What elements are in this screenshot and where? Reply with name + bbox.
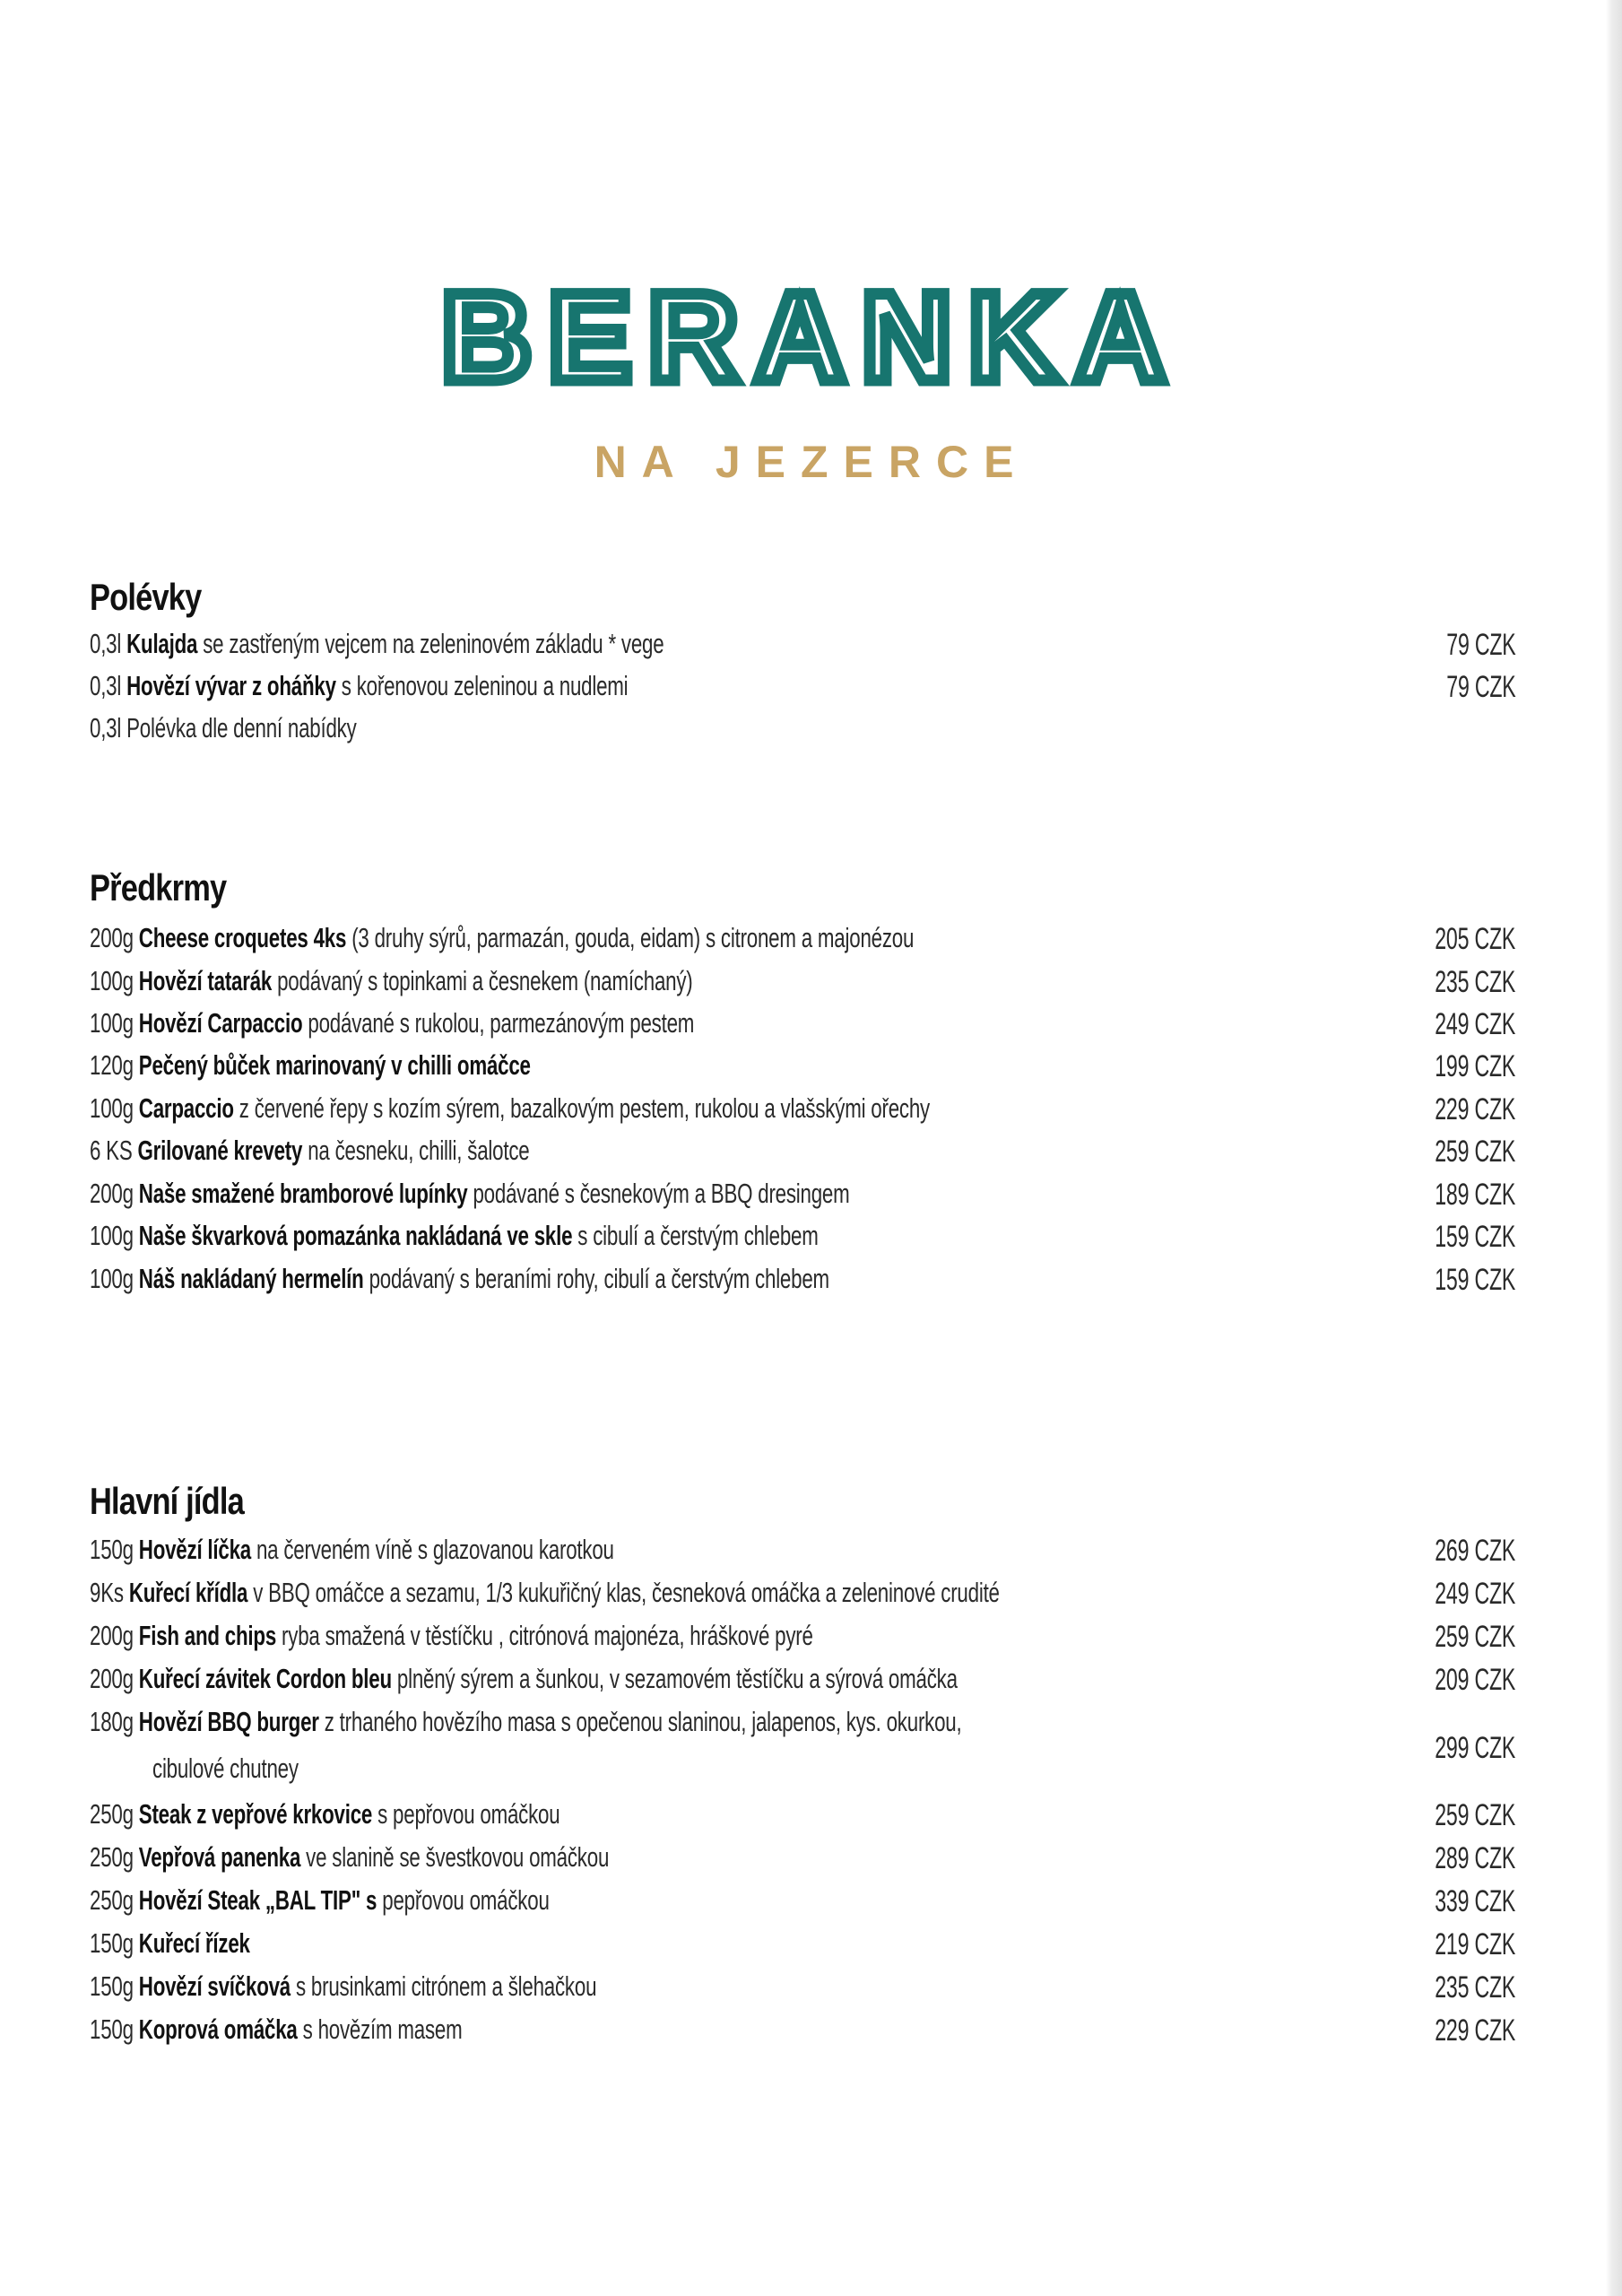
item-price: 235 CZK xyxy=(1435,965,1515,999)
section-title: Polévky xyxy=(90,576,202,618)
item-name: Carpaccio xyxy=(138,1092,234,1124)
menu-item xyxy=(90,1007,1515,1043)
menu-item xyxy=(90,1263,1515,1299)
item-description: 200g Naše smažené bramborové lupínky podávané s česnekovým a BBQ dresingem xyxy=(90,1178,850,1209)
item-price: 189 CZK xyxy=(1435,1178,1515,1212)
item-price: 199 CZK xyxy=(1435,1049,1515,1083)
item-name: Kuřecí řízek xyxy=(138,1927,250,1959)
menu-item xyxy=(90,1135,1515,1170)
menu-item xyxy=(90,922,1515,958)
menu-item xyxy=(90,1841,1515,1877)
item-price: 299 CZK xyxy=(1435,1731,1515,1765)
item-description: 9Ks Kuřecí křídla v BBQ omáčce a sezamu, 1/3 kukuřičný klas, česneková omáčka a zeleninové crudité xyxy=(90,1577,1000,1608)
item-name: Koprová omáčka xyxy=(138,2013,298,2045)
brand-name: BERANKA xyxy=(440,280,1182,396)
item-description: 100g Carpaccio z červené řepy s kozím sýrem, bazalkovým pestem, rukolou a vlašskými ořechy xyxy=(90,1092,931,1124)
brand-subtitle-logo xyxy=(0,436,1622,490)
brand-name-logo xyxy=(381,280,1242,396)
brand-logo xyxy=(0,280,1622,405)
item-price: 339 CZK xyxy=(1435,1884,1515,1918)
item-description: 0,3l Polévka dle denní nabídky xyxy=(90,712,357,744)
section-starters xyxy=(90,866,1515,1315)
item-name: Grilované krevety xyxy=(137,1135,303,1166)
menu-item xyxy=(90,670,1515,706)
item-description: 0,3l Hovězí vývar z oháňky s kořenovou zeleninou a nudlemi xyxy=(90,670,629,701)
item-description: 180g Hovězí BBQ burger z trhaného hovězího masa s opečenou slaninou, jalapenos, kys. okurkou, xyxy=(90,1706,962,1737)
item-name: Vepřová panenka xyxy=(138,1841,301,1873)
menu-item xyxy=(90,1663,1515,1699)
item-price: 205 CZK xyxy=(1435,922,1515,956)
brand-subtitle: NA JEZERCE xyxy=(594,437,1028,487)
section-title: Hlavní jídla xyxy=(90,1480,244,1522)
item-description: 100g Náš nakládaný hermelín podávaný s beraními rohy, cibulí a čerstvým chlebem xyxy=(90,1263,829,1294)
item-name: Naše škvarková pomazánka nakládaná ve skle xyxy=(138,1220,573,1251)
item-description-continued: cibulové chutney xyxy=(152,1752,299,1784)
menu-item xyxy=(90,628,1515,664)
item-description: 200g Fish and chips ryba smažená v těstíčku , citrónová majonéza, hráškové pyré xyxy=(90,1620,813,1651)
menu-item xyxy=(90,1706,1515,1787)
menu-item xyxy=(90,1178,1515,1213)
item-description: 150g Hovězí svíčková s brusinkami citrónem a šlehačkou xyxy=(90,1970,597,2002)
item-name: Náš nakládaný hermelín xyxy=(138,1263,364,1294)
section-main-dishes xyxy=(90,1480,1515,2063)
item-name: Hovězí líčka xyxy=(138,1534,251,1565)
item-price: 79 CZK xyxy=(1445,628,1515,662)
menu-item xyxy=(90,965,1515,1001)
item-description: 6 KS Grilované krevety na česneku, chilli, šalotce xyxy=(90,1135,530,1166)
item-description: 120g Pečený bůček marinovaný v chilli omáčce xyxy=(90,1049,531,1081)
menu-item xyxy=(90,712,1515,748)
item-name: Hovězí Carpaccio xyxy=(138,1007,303,1039)
item-name: Hovězí BBQ burger xyxy=(138,1706,319,1737)
item-name: Hovězí tatarák xyxy=(138,965,273,996)
menu-item xyxy=(90,1970,1515,2006)
item-description: 0,3l Kulajda se zastřeným vejcem na zeleninovém základu * vege xyxy=(90,628,664,659)
menu-item xyxy=(90,1798,1515,1834)
item-name: Cheese croquetes 4ks xyxy=(138,922,347,953)
item-description: 250g Hovězí Steak „BAL TIP" s pepřovou omáčkou xyxy=(90,1884,550,1916)
menu-item xyxy=(90,2013,1515,2049)
item-price: 209 CZK xyxy=(1435,1663,1515,1697)
item-description: 150g Kuřecí řízek xyxy=(90,1927,250,1959)
item-description: 150g Koprová omáčka s hovězím masem xyxy=(90,2013,463,2045)
menu-item xyxy=(90,1049,1515,1085)
item-name: Kuřecí závitek Cordon bleu xyxy=(138,1663,392,1694)
menu-item xyxy=(90,1620,1515,1656)
menu-item xyxy=(90,1884,1515,1920)
item-description: 100g Hovězí Carpaccio podávané s rukolou, parmezánovým pestem xyxy=(90,1007,695,1039)
item-description: 250g Vepřová panenka ve slanině se švestkovou omáčkou xyxy=(90,1841,610,1873)
item-price: 229 CZK xyxy=(1435,2013,1515,2048)
item-description: 250g Steak z vepřové krkovice s pepřovou omáčkou xyxy=(90,1798,560,1830)
menu-item xyxy=(90,1577,1515,1613)
item-price: 259 CZK xyxy=(1435,1135,1515,1169)
menu-item xyxy=(90,1534,1515,1570)
section-title: Předkrmy xyxy=(90,866,227,909)
item-name: Fish and chips xyxy=(138,1620,277,1651)
menu-item xyxy=(90,1092,1515,1128)
item-price: 259 CZK xyxy=(1435,1620,1515,1654)
menu-item xyxy=(90,1220,1515,1256)
item-name: Pečený bůček marinovaný v chilli omáčce xyxy=(138,1049,531,1081)
item-price: 159 CZK xyxy=(1435,1220,1515,1254)
item-description: 100g Hovězí tatarák podávaný s topinkami a česnekem (namíchaný) xyxy=(90,965,693,996)
section-soups xyxy=(90,576,1515,755)
menu-item xyxy=(90,1927,1515,1963)
item-description: 100g Naše škvarková pomazánka nakládaná ve skle s cibulí a čerstvým chlebem xyxy=(90,1220,819,1251)
item-price: 159 CZK xyxy=(1435,1263,1515,1297)
item-description: 200g Kuřecí závitek Cordon bleu plněný sýrem a šunkou, v sezamovém těstíčku a sýrová omáčka xyxy=(90,1663,958,1694)
item-price: 269 CZK xyxy=(1435,1534,1515,1568)
item-name: Hovězí Steak „BAL TIP" s xyxy=(138,1884,377,1916)
item-name: Steak z vepřové krkovice xyxy=(138,1798,373,1830)
item-price: 219 CZK xyxy=(1435,1927,1515,1961)
item-name: Naše smažené bramborové lupínky xyxy=(138,1178,468,1209)
item-name: Hovězí svíčková xyxy=(138,1970,291,2002)
item-name: Hovězí vývar z oháňky xyxy=(126,670,336,701)
item-name: Kulajda xyxy=(126,628,198,659)
item-description: 200g Cheese croquetes 4ks (3 druhy sýrů, parmazán, gouda, eidam) s citronem a majonézou xyxy=(90,922,915,953)
item-price: 229 CZK xyxy=(1435,1092,1515,1126)
item-description: 150g Hovězí líčka na červeném víně s glazovanou karotkou xyxy=(90,1534,614,1565)
item-price: 249 CZK xyxy=(1435,1577,1515,1611)
item-name: Kuřecí křídla xyxy=(128,1577,248,1608)
item-price: 259 CZK xyxy=(1435,1798,1515,1832)
item-price: 249 CZK xyxy=(1435,1007,1515,1041)
item-price: 235 CZK xyxy=(1435,1970,1515,2005)
item-price: 79 CZK xyxy=(1445,670,1515,704)
item-price: 289 CZK xyxy=(1435,1841,1515,1875)
